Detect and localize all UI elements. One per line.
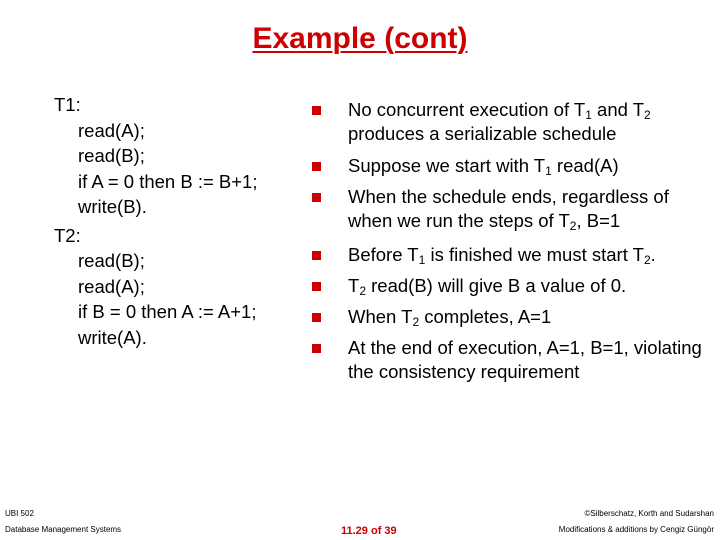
t1-line: if A = 0 then B := B+1; bbox=[78, 170, 258, 192]
bullet-item bbox=[306, 243, 716, 267]
square-bullet-icon bbox=[312, 344, 321, 353]
bullet-item bbox=[306, 185, 716, 233]
t2-line: read(B); bbox=[78, 250, 145, 271]
bullet-text: No concurrent execution of T bbox=[348, 99, 586, 120]
square-bullet-icon bbox=[312, 313, 321, 322]
square-bullet-icon bbox=[312, 251, 321, 260]
bullet-item bbox=[306, 274, 716, 298]
t2-label: T2: bbox=[54, 224, 81, 246]
bullet-item bbox=[306, 98, 716, 146]
subscript: 2 bbox=[643, 253, 651, 267]
bullet-text: completes, A=1 bbox=[419, 306, 552, 327]
bullet-text: read(A) bbox=[551, 155, 619, 176]
t2-line: read(A); bbox=[78, 275, 145, 297]
t1-label: T1: bbox=[54, 94, 81, 115]
page-number: 11.29 of 39 bbox=[341, 525, 397, 537]
subscript: 2 bbox=[569, 219, 577, 233]
t2-line: if B = 0 then A := A+1; bbox=[78, 301, 257, 322]
bullet-text: read(B) will give B a value of 0. bbox=[366, 275, 627, 296]
bullet-text: T bbox=[348, 275, 360, 296]
bullet-text: Suppose we start with T bbox=[348, 155, 546, 176]
modifications-credit: Modifications & additions by Cengiz Güngör bbox=[558, 525, 714, 534]
subscript: 1 bbox=[545, 164, 552, 178]
subscript: 1 bbox=[585, 108, 592, 122]
t1-line: read(B); bbox=[78, 145, 145, 166]
bullet-text: and T bbox=[591, 99, 645, 120]
square-bullet-icon bbox=[312, 193, 321, 202]
square-bullet-icon bbox=[312, 106, 321, 115]
bullet-list bbox=[306, 98, 716, 384]
subscript: 2 bbox=[359, 284, 366, 298]
bullet-item bbox=[306, 154, 716, 178]
square-bullet-icon bbox=[312, 282, 321, 291]
transaction-code bbox=[54, 92, 257, 350]
bullet-text: produces a serializable schedule bbox=[348, 123, 617, 144]
bullet-item bbox=[306, 336, 716, 384]
bullet-text: At the end of execution, A=1, B=1, violating the consistency requirement bbox=[348, 337, 702, 382]
slide-title: Example (cont) bbox=[252, 22, 468, 55]
t1-line: write(B). bbox=[78, 196, 147, 217]
course-code: UBI 502 bbox=[5, 509, 34, 518]
subscript: 2 bbox=[412, 315, 420, 329]
subscript: 1 bbox=[418, 253, 426, 267]
bullet-text: Before T bbox=[348, 244, 419, 265]
bullet-text: is finished we must start T bbox=[425, 244, 644, 265]
t2-line: write(A). bbox=[78, 326, 147, 348]
copyright: ©Silberschatz, Korth and Sudarshan bbox=[584, 509, 714, 518]
subscript: 2 bbox=[644, 108, 651, 122]
square-bullet-icon bbox=[312, 162, 321, 171]
bullet-text: When T bbox=[348, 306, 413, 327]
course-name: Database Management Systems bbox=[5, 525, 122, 534]
t1-line: read(A); bbox=[78, 119, 145, 141]
bullet-text: When the schedule ends, regardless of when we run the steps of T bbox=[348, 186, 669, 231]
bullet-item bbox=[306, 305, 716, 329]
bullet-text: . bbox=[650, 244, 656, 265]
bullet-text: , B=1 bbox=[576, 210, 621, 231]
